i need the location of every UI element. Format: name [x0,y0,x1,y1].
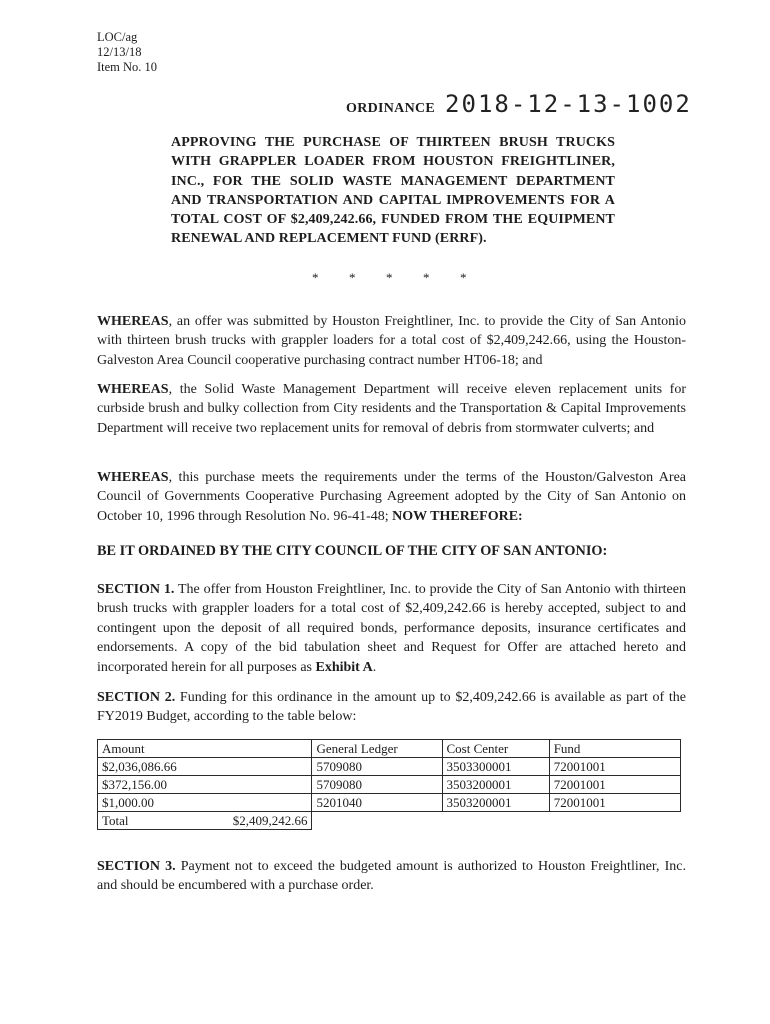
section-3 [97,857,686,896]
author-initials: LOC/ag [97,30,138,44]
section-2-text: Funding for this ordinance in the amount up to $2,409,242.66 is available as part of the FY2019 Budget, according to the table below: [97,690,686,725]
whereas-clause-2 [97,380,686,438]
header-amount: Amount [98,740,312,758]
section-1-end: . [372,659,377,675]
whereas-text: , this purchase meets the requirements under the terms of the Houston/Galveston Area Council of Governments Cooperative Purchasing Agreement adopted by the City of San Antonio on October 10, 1996 through Resolution No. 96-41-48; [97,470,686,524]
header-general-ledger: General Ledger [312,740,442,758]
ordinance-title: APPROVING THE PURCHASE OF THIRTEEN BRUSH TRUCKS WITH GRAPPLER LOADER FROM HOUSTON FREIGHTLINER, INC., FOR THE SOLID WASTE MANAGEMENT DEPARTMENT AND TRANSPORTATION AND CAPITAL IMPROVEMENTS FOR A TOTAL COST OF $2,409,242.66, FUNDED FROM THE EQUIPMENT RENEWAL AND REPLACEMENT FUND (ERRF). [171,135,615,247]
general-ledger-cell: 5709080 [312,776,442,794]
empty-cell [549,812,680,830]
table-row [98,758,681,776]
funding-table [97,739,681,830]
section-separator [312,270,497,286]
section-3-lead: SECTION 3. [97,859,176,874]
now-therefore: NOW THEREFORE: [392,508,523,524]
table-header-row [98,740,681,758]
table-total-row [98,812,681,830]
separator-star: * [312,270,319,285]
whereas-clause-3 [97,468,686,526]
separator-star: * [386,270,393,285]
empty-cell [442,812,549,830]
empty-cell [312,812,442,830]
total-value: $2,409,242.66 [232,813,308,828]
whereas-clause-1 [97,312,686,370]
separator-star: * [423,270,430,285]
section-2-lead: SECTION 2. [97,690,176,705]
general-ledger-cell: 5201040 [312,794,442,812]
fund-cell: 72001001 [549,758,680,776]
total-cell [98,812,312,830]
reference-block [97,30,157,75]
item-number: Item No. 10 [97,60,158,74]
ordinance-number: 2018-12-13-1002 [445,90,692,118]
table-row [98,794,681,812]
cost-center-cell: 3503300001 [442,758,549,776]
whereas-lead: WHEREAS [97,314,169,329]
cost-center-cell: 3503200001 [442,776,549,794]
amount-cell: $372,156.00 [98,776,312,794]
separator-star: * [349,270,356,285]
separator-star: * [460,270,467,285]
general-ledger-cell: 5709080 [312,758,442,776]
whereas-lead: WHEREAS [97,470,169,485]
document-date: 12/13/18 [97,45,142,59]
fund-cell: 72001001 [549,776,680,794]
total-label: Total [102,813,129,828]
amount-cell: $1,000.00 [98,794,312,812]
section-1 [97,580,686,677]
header-cost-center: Cost Center [442,740,549,758]
whereas-text: , an offer was submitted by Houston Freightliner, Inc. to provide the City of San Antonio with thirteen brush trucks with grappler loaders for a total cost of $2,409,242.66, using the Houston-Galveston Area Council cooperative purchasing contract number HT06-18; and [97,314,686,368]
whereas-lead: WHEREAS [97,382,169,397]
cost-center-cell: 3503200001 [442,794,549,812]
section-2 [97,688,686,727]
section-1-lead: SECTION 1. [97,582,175,597]
whereas-text: , the Solid Waste Management Department will receive eleven replacement units for curbside brush and bulky collection from City residents and the Transportation & Capital Improvements Department will receive two replacement units for removal of debris from stormwater culverts; and [97,382,686,436]
ordained-heading: BE IT ORDAINED BY THE CITY COUNCIL OF THE CITY OF SAN ANTONIO: [97,543,608,559]
header-fund: Fund [549,740,680,758]
fund-cell: 72001001 [549,794,680,812]
section-1-text: The offer from Houston Freightliner, Inc. to provide the City of San Antonio with thirteen brush trucks with grappler loaders for a total cost of $2,409,242.66 is hereby accepted, subject to and contingent upon the deposit of all required bonds, performance deposits, insurance certificates and endorsements. A copy of the bid tabulation sheet and Request for Offer are attached hereto and incorporated herein for all purposes as [97,582,686,675]
exhibit-reference: Exhibit A [315,659,373,675]
table-row [98,776,681,794]
ordinance-heading [346,90,692,120]
amount-cell: $2,036,086.66 [98,758,312,776]
section-3-text: Payment not to exceed the budgeted amount is authorized to Houston Freightliner, Inc. and should be encumbered with a purchase order. [97,859,686,894]
ordinance-label: ORDINANCE [346,101,436,116]
